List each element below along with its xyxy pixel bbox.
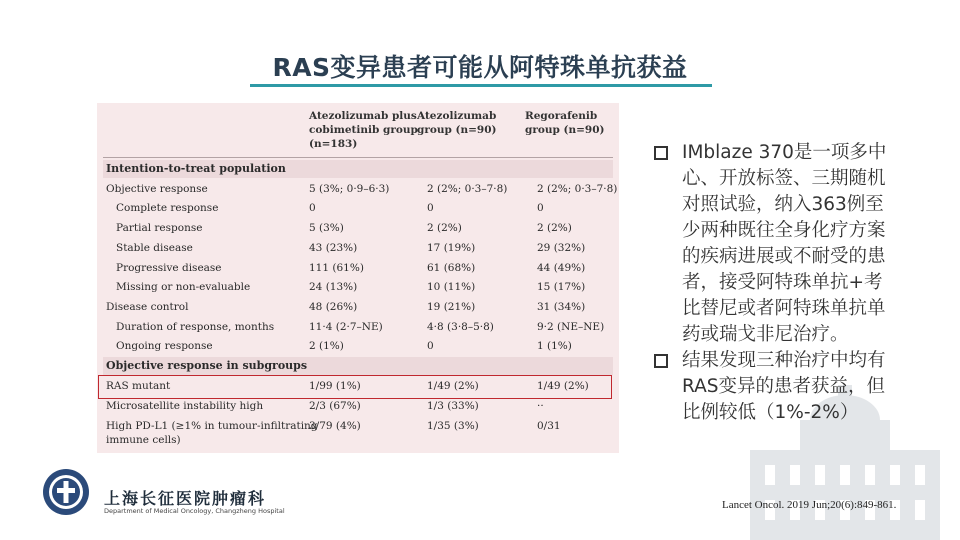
- table-row: Missing or non-evaluable 24 (13%) 10 (11%) 15 (17%): [116, 281, 586, 293]
- table-row: Objective response 5 (3%; 0·9–6·3) 2 (2%; 0·3–7·8) 2 (2%; 0·3–7·8): [106, 183, 618, 195]
- bullet-list: [652, 140, 922, 426]
- square-bullet-icon: [654, 146, 668, 160]
- ras-mutant-highlight: [98, 375, 612, 399]
- citation: Lancet Oncol. 2019 Jun;20(6):849-861.: [722, 499, 897, 511]
- col-header-atezo: Atezolizumab group (n=90): [417, 110, 497, 136]
- table-row: Progressive disease 111 (61%) 61 (68%) 44 (49%): [116, 262, 586, 274]
- table-row: Partial response 5 (3%) 2 (2%) 2 (2%): [116, 222, 572, 234]
- col-header-atezo-cobi: Atezolizumab plus cobimetinib group (n=183): [309, 110, 418, 150]
- table-row: High PD-L1 (≥1% in tumour-infiltrating 3/79 (4%) 1/35 (3%) 0/31: [106, 420, 561, 432]
- hospital-logo-icon: [42, 468, 90, 516]
- section-subgroups: Objective response in subgroups: [103, 357, 613, 375]
- table-row: Microsatellite instability high 2/3 (67%) 1/3 (33%) ··: [106, 400, 544, 412]
- slide-title: RAS变异患者可能从阿特珠单抗获益: [272, 53, 688, 82]
- hospital-name-cn: 上海长征医院肿瘤科: [104, 489, 267, 508]
- table-row: Duration of response, months 11·4 (2·7–NE) 4·8 (3·8–5·8) 9·2 (NE–NE): [116, 321, 605, 333]
- table-row-ras-mutant: RAS mutant 1/99 (1%) 1/49 (2%) 1/49 (2%): [106, 380, 589, 392]
- title-underline: [250, 84, 712, 87]
- table-row: Stable disease 43 (23%) 17 (19%) 29 (32%): [116, 242, 586, 254]
- table-row: Ongoing response 2 (1%) 0 1 (1%): [116, 340, 572, 352]
- header-rule: [103, 157, 613, 158]
- bullet-item: 结果发现三种治疗中均有 RAS变异的患者获益，但 比例较低（1%-2%）: [652, 348, 922, 426]
- square-bullet-icon: [654, 354, 668, 368]
- bullet-item: IMblaze 370是一项多中 心、开放标签、三期随机 对照试验，纳入363例至 少两种既往全身化疗方案 的疾病进展或不耐受的患 者，接受阿特珠单抗+考 比替尼或者阿特珠单抗单 药或瑞戈非尼治疗。: [652, 140, 922, 348]
- table-row: Complete response 0 0 0: [116, 202, 544, 214]
- table-row-continued: immune cells): [106, 434, 181, 446]
- col-header-regorafenib: Regorafenib group (n=90): [525, 110, 605, 136]
- results-table: [97, 103, 619, 453]
- section-itt: Intention-to-treat population: [103, 160, 613, 178]
- hospital-name-en: Department of Medical Oncology, Changzheng Hospital: [104, 507, 285, 515]
- table-row: Disease control 48 (26%) 19 (21%) 31 (34%): [106, 301, 586, 313]
